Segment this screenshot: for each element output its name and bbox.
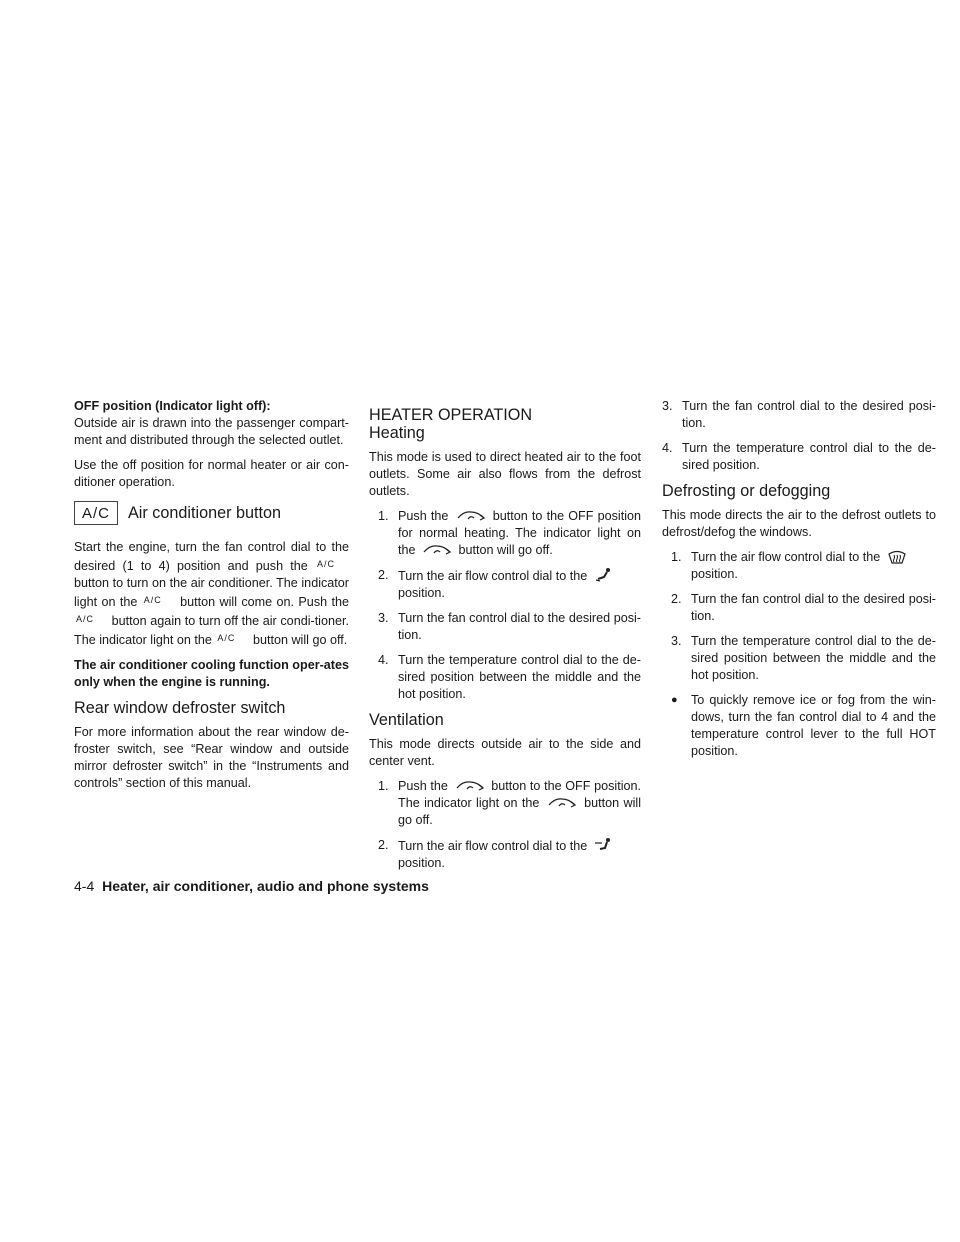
heating-text: This mode is used to direct heated air to the foot outlets. Some air also flows from the defrost outlets. xyxy=(369,450,641,498)
defrost-step-2: 2. Turn the fan control dial to the desired posi-tion. xyxy=(671,592,936,623)
defrost-text: This mode directs the air to the defrost outlets to defrost/defog the windows. xyxy=(662,508,936,539)
ac-note: The air conditioner cooling function oper-ates only when the engine is running. xyxy=(74,658,349,689)
ventilation-heading: Ventilation xyxy=(369,711,444,729)
rear-window-text: For more information about the rear window de-froster switch, see “Rear window and outside mirror defroster switch” in the “Instruments and controls” section of this manual. xyxy=(74,725,349,790)
middle-column xyxy=(369,398,641,880)
ventilation-step-2: 2. Turn the air flow control dial to the position. xyxy=(369,837,641,872)
left-column xyxy=(74,398,349,800)
section-title: Heater, air conditioner, audio and phone systems xyxy=(102,878,429,894)
ventilation-text: This mode directs outside air to the side and center vent. xyxy=(369,737,641,768)
defrost-icon xyxy=(887,550,907,564)
ac-inline-icon: A/C xyxy=(217,633,236,643)
heating-step-1: 1. Push the button to the OFF position for normal heating. The indicator light on the button will go off. xyxy=(378,509,642,557)
ac-heading-text: Air conditioner button xyxy=(128,503,281,522)
page-number: 4-4 xyxy=(74,878,95,894)
heating-step-4: 4. Turn the temperature control dial to the de-sired position between the middle and the hot position. xyxy=(378,653,641,701)
heater-operation-heading: HEATER OPERATION xyxy=(369,406,533,424)
ac-inline-icon: A/C xyxy=(143,595,162,605)
right-column xyxy=(662,398,936,768)
recirculation-icon xyxy=(547,796,577,810)
heating-step-3: 3. Turn the fan control dial to the desired posi-tion. xyxy=(378,611,641,642)
defrost-heading: Defrosting or defogging xyxy=(662,482,831,500)
bullet-icon: ● xyxy=(671,694,678,706)
heating-step-4-cont: 4. Turn the temperature control dial to the de-sired position. xyxy=(662,441,936,472)
recirculation-icon xyxy=(422,543,452,557)
rear-window-heading: Rear window defroster switch xyxy=(74,699,286,717)
ac-instructions: Start the engine, turn the fan control dial to the desired (1 to 4) position and push the $^{A/C}$ button to turn on the air conditioner. The indicator light on the $^{A/C}$ button will come on. Push the $^{A/C}$ button again to turn off the air condi-tioner. The indicator light on the $^{A/C}$ button will go off. xyxy=(74,540,349,647)
recirculation-icon xyxy=(455,779,485,793)
off-position-use: Use the off position for normal heater or air con-ditioner operation. xyxy=(74,458,349,489)
recirculation-icon xyxy=(456,509,486,523)
heating-step-2: 2. Turn the air flow control dial to the position. xyxy=(369,567,641,602)
ac-badge-icon: A/C xyxy=(74,501,118,525)
heating-step-3-cont: 3. Turn the fan control dial to the desired posi-tion. xyxy=(662,399,936,430)
ac-button-heading xyxy=(74,501,349,525)
defrost-step-1: 1. Turn the air flow control dial to the position. xyxy=(662,549,936,583)
defrost-step-3: 3. Turn the temperature control dial to the de-sired position between the middle and the hot position. xyxy=(671,634,936,682)
ac-inline-icon: A/C xyxy=(76,614,95,624)
defrost-bullet: ● To quickly remove ice or fog from the win-dows, turn the fan control dial to 4 and the temperature control lever to the full HOT position. xyxy=(671,693,936,758)
off-position-heading: OFF position (Indicator light off): xyxy=(74,399,271,413)
face-vent-icon xyxy=(594,837,612,853)
ac-inline-icon: A/C xyxy=(317,559,336,569)
page-footer xyxy=(74,878,429,894)
heating-heading: Heating xyxy=(369,424,425,442)
off-position-text: Outside air is drawn into the passenger compart-ment and distributed through the selected outlet. xyxy=(74,416,349,447)
foot-vent-icon xyxy=(594,567,612,583)
ventilation-step-1: 1. Push the button to the OFF position. The indicator light on the button will go off. xyxy=(378,779,642,827)
